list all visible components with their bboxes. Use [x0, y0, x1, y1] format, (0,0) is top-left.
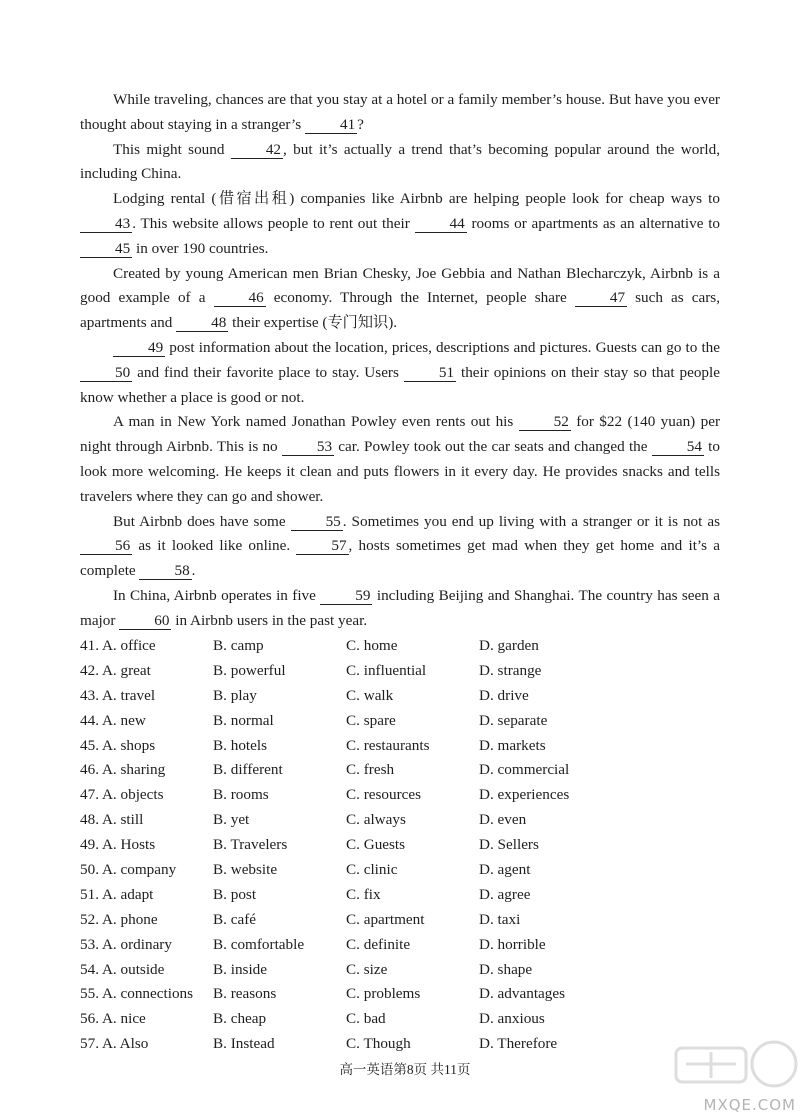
option-d: D. drive — [479, 686, 529, 704]
option-c: C. Guests — [346, 836, 406, 854]
option-row — [80, 858, 720, 883]
option-d: D. advantages — [479, 985, 566, 1003]
blank-55: 55 — [291, 513, 343, 531]
blank-43: 43 — [80, 215, 132, 233]
blank-53: 53 — [282, 438, 334, 456]
passage-text: and find their favorite place to stay. Users — [132, 363, 404, 381]
option-b: B. play — [213, 686, 257, 704]
passage-text: . This website allows people to rent out their — [132, 214, 415, 232]
option-a: 43. A. travel — [80, 686, 156, 704]
option-a: 46. A. sharing — [80, 761, 166, 779]
option-b: B. inside — [213, 960, 268, 978]
option-c: C. size — [346, 960, 388, 978]
blank-46: 46 — [214, 289, 266, 307]
passage-text: in over 190 countries. — [132, 239, 269, 257]
option-b: B. camp — [213, 637, 264, 654]
option-a: 42. A. great — [80, 661, 151, 679]
blank-56: 56 — [80, 537, 132, 555]
passage-text: , but it’s actually a trend that’s becoming popular around the world, including China. — [80, 140, 720, 183]
passage-text: car. Powley took out the car seats and changed the — [334, 438, 652, 456]
passage-text: including Beijing and Shanghai. The country has seen a major — [80, 586, 721, 629]
option-d: D. experiences — [479, 786, 570, 804]
option-b: B. Travelers — [213, 836, 288, 854]
cloze-passage — [80, 88, 720, 634]
option-b: B. website — [213, 861, 278, 879]
option-b: B. rooms — [213, 786, 269, 804]
option-row — [80, 883, 720, 908]
option-d: D. strange — [479, 661, 542, 679]
passage-text: such as cars, apartments and — [80, 289, 720, 332]
option-b: B. Instead — [213, 1035, 275, 1053]
passage-paragraph — [80, 262, 720, 336]
option-b: B. café — [213, 910, 257, 928]
page-footer: 高一英语第8页 共11页 — [339, 1062, 471, 1077]
option-b: B. hotels — [213, 736, 268, 754]
passage-text: In China, Airbnb operates in five — [113, 586, 321, 604]
option-d: D. anxious — [479, 1010, 545, 1028]
answer-options — [80, 634, 720, 1057]
option-c: C. Though — [346, 1035, 411, 1053]
blank-49: 49 — [113, 339, 165, 357]
option-row — [80, 709, 720, 734]
option-c: C. fix — [346, 885, 381, 903]
option-a: 47. A. objects — [80, 786, 164, 804]
passage-paragraph — [80, 138, 720, 188]
blank-51: 51 — [404, 364, 456, 382]
option-row — [80, 958, 720, 983]
passage-paragraph — [80, 510, 720, 584]
option-c: C. resources — [346, 786, 422, 804]
option-d: D. markets — [479, 736, 546, 754]
passage-text: A man in New York named Jonathan Powley even rents out his — [113, 413, 519, 431]
option-c: C. home — [346, 637, 398, 654]
option-d: D. taxi — [479, 910, 521, 928]
option-row — [80, 783, 720, 808]
option-row — [80, 808, 720, 833]
passage-text: as it looked like online. — [132, 537, 297, 555]
passage-paragraph — [80, 336, 720, 410]
option-a: 41. A. office — [80, 637, 156, 654]
passage-text: in Airbnb users in the past year. — [171, 611, 368, 629]
passage-text: . Sometimes you end up living with a stranger or it is not as — [342, 512, 720, 530]
option-c: C. restaurants — [346, 736, 430, 754]
option-a: 56. A. nice — [80, 1010, 146, 1028]
blank-52: 52 — [519, 413, 571, 431]
passage-text: their expertise (专门知识). — [228, 314, 398, 332]
option-d: D. commercial — [479, 761, 570, 779]
blank-59: 59 — [320, 587, 372, 605]
option-b: B. comfortable — [213, 935, 305, 953]
option-d: D. Sellers — [479, 836, 539, 854]
option-c: C. spare — [346, 711, 396, 729]
blank-41: 41 — [305, 116, 357, 134]
blank-44: 44 — [415, 215, 467, 233]
blank-57: 57 — [296, 537, 348, 555]
option-row — [80, 758, 720, 783]
option-a: 57. A. Also — [80, 1035, 149, 1053]
option-row — [80, 933, 720, 958]
blank-45: 45 — [80, 240, 132, 258]
passage-paragraph — [80, 187, 720, 261]
option-c: C. bad — [346, 1010, 386, 1028]
blank-48: 48 — [176, 314, 228, 332]
option-c: C. walk — [346, 686, 394, 704]
passage-text: for $22 (140 yuan) per night through Airbnb. This is no — [80, 413, 720, 456]
option-a: 45. A. shops — [80, 736, 156, 754]
option-a: 44. A. new — [80, 711, 146, 729]
option-b: B. cheap — [213, 1010, 267, 1028]
passage-paragraph — [80, 88, 720, 138]
option-row — [80, 1032, 720, 1057]
passage-text: post information about the location, prices, descriptions and pictures. Guests can go to the — [165, 338, 720, 356]
option-d: D. even — [479, 811, 527, 829]
option-d: D. agent — [479, 861, 531, 879]
option-a: 50. A. company — [80, 861, 177, 879]
option-row — [80, 833, 720, 858]
option-a: 49. A. Hosts — [80, 836, 156, 854]
passage-text: ? — [357, 115, 364, 133]
option-d: D. agree — [479, 885, 531, 903]
passage-paragraph — [80, 584, 720, 634]
passage-text: . — [191, 562, 196, 580]
option-b: B. different — [213, 761, 283, 779]
option-d: D. garden — [479, 637, 539, 654]
option-b: B. yet — [213, 811, 250, 829]
option-c: C. fresh — [346, 761, 395, 779]
blank-47: 47 — [575, 289, 627, 307]
option-d: D. Therefore — [479, 1035, 558, 1053]
option-row — [80, 659, 720, 684]
option-a: 53. A. ordinary — [80, 935, 172, 953]
option-a: 54. A. outside — [80, 960, 165, 978]
blank-42: 42 — [231, 141, 283, 159]
option-b: B. post — [213, 885, 257, 903]
option-a: 51. A. adapt — [80, 885, 154, 903]
option-a: 48. A. still — [80, 811, 144, 829]
passage-paragraph — [80, 410, 720, 509]
passage-text: But Airbnb does have some — [113, 512, 291, 530]
option-row — [80, 684, 720, 709]
blank-50: 50 — [80, 364, 132, 382]
option-b: B. normal — [213, 711, 274, 729]
option-a: 52. A. phone — [80, 910, 158, 928]
option-d: D. separate — [479, 711, 548, 729]
option-c: C. problems — [346, 985, 421, 1003]
option-d: D. shape — [479, 960, 533, 978]
option-c: C. influential — [346, 661, 427, 679]
passage-text: This might sound — [113, 140, 231, 158]
option-c: C. clinic — [346, 861, 398, 879]
blank-58: 58 — [139, 562, 191, 580]
option-b: B. reasons — [213, 985, 277, 1003]
blank-60: 60 — [119, 612, 171, 630]
option-row — [80, 634, 720, 659]
option-c: C. apartment — [346, 910, 425, 928]
option-row — [80, 908, 720, 933]
passage-text: to look more welcoming. He keeps it clean and puts flowers in it every day. He provides snacks and tells travelers where they can go and shower. — [80, 438, 720, 505]
passage-text: their opinions on their stay so that people know whether a place is good or not. — [80, 363, 720, 406]
option-c: C. definite — [346, 935, 411, 953]
passage-text: Created by young American men Brian Chesky, Joe Gebbia and Nathan Blecharczyk, Airbnb is a good example of a — [80, 264, 720, 307]
passage-text: economy. Through the Internet, people share — [265, 289, 575, 307]
passage-text: , hosts sometimes get mad when they get home and it’s a complete — [80, 537, 720, 580]
option-b: B. powerful — [213, 661, 286, 679]
option-d: D. horrible — [479, 935, 546, 953]
option-a: 55. A. connections — [80, 985, 194, 1003]
blank-54: 54 — [652, 438, 704, 456]
option-c: C. always — [346, 811, 406, 829]
passage-text: rooms or apartments as an alternative to — [466, 214, 721, 232]
option-row — [80, 734, 720, 759]
watermark-text: MXQE.COM — [703, 1096, 796, 1114]
option-row — [80, 982, 720, 1007]
option-row — [80, 1007, 720, 1032]
passage-text: While traveling, chances are that you stay at a hotel or a family member’s house. But have you ever thought about staying in a stranger’s — [80, 91, 720, 133]
passage-text: Lodging rental (借宿出租) companies like Airbnb are helping people look for cheap ways to — [113, 190, 720, 208]
